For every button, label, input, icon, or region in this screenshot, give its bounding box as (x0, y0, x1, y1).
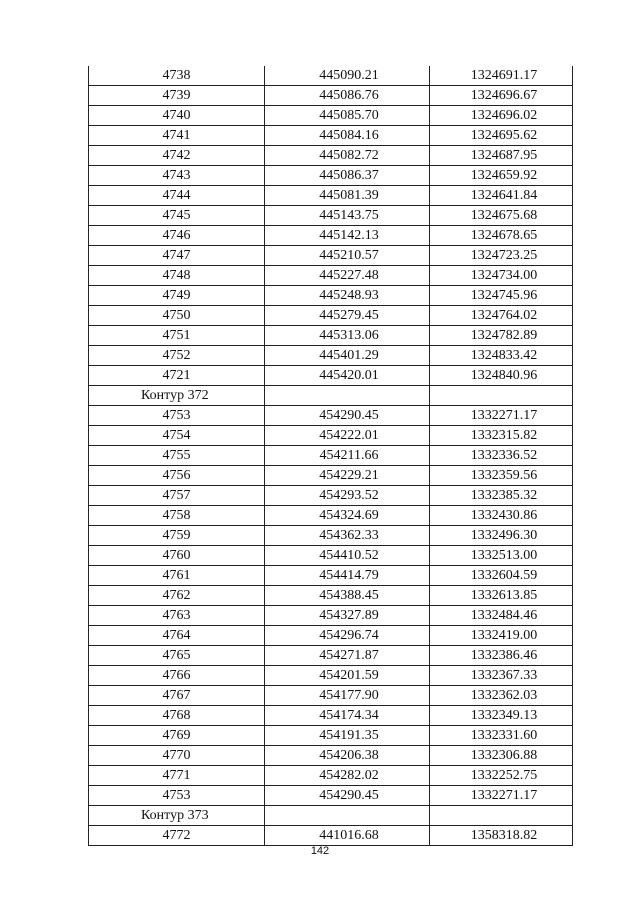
table-row (89, 706, 573, 726)
x-coordinate-cell: 454222.01 (265, 426, 430, 446)
point-id-cell: 4745 (89, 206, 265, 226)
table-row (89, 506, 573, 526)
y-coordinate-cell: 1358318.82 (430, 826, 573, 846)
contour-label: Контур 373 (89, 806, 265, 826)
x-coordinate-cell: 441016.68 (265, 826, 430, 846)
y-coordinate-cell: 1324641.84 (430, 186, 573, 206)
y-coordinate-cell: 1324833.42 (430, 346, 573, 366)
table-row (89, 726, 573, 746)
point-id-cell: 4743 (89, 166, 265, 186)
x-coordinate-cell: 445248.93 (265, 286, 430, 306)
point-id-cell: 4771 (89, 766, 265, 786)
table-row (89, 146, 573, 166)
table-row (89, 206, 573, 226)
point-id-cell: 4770 (89, 746, 265, 766)
point-id-cell: 4768 (89, 706, 265, 726)
table-row (89, 766, 573, 786)
table-row (89, 526, 573, 546)
x-coordinate-cell: 454293.52 (265, 486, 430, 506)
x-coordinate-cell: 454282.02 (265, 766, 430, 786)
y-coordinate-cell: 1324723.25 (430, 246, 573, 266)
x-coordinate-cell: 445085.70 (265, 106, 430, 126)
table-row (89, 346, 573, 366)
y-coordinate-cell: 1324782.89 (430, 326, 573, 346)
contour-heading-row (89, 386, 573, 406)
table-row (89, 446, 573, 466)
y-coordinate-cell: 1324695.62 (430, 126, 573, 146)
y-coordinate-cell: 1332349.13 (430, 706, 573, 726)
y-coordinate-cell: 1332430.86 (430, 506, 573, 526)
table-row (89, 226, 573, 246)
table-row (89, 246, 573, 266)
table-row (89, 306, 573, 326)
y-coordinate-cell: 1324659.92 (430, 166, 573, 186)
point-id-cell: 4754 (89, 426, 265, 446)
point-id-cell: 4752 (89, 346, 265, 366)
point-id-cell: 4761 (89, 566, 265, 586)
table-row (89, 786, 573, 806)
point-id-cell: 4764 (89, 626, 265, 646)
point-id-cell: 4753 (89, 786, 265, 806)
x-coordinate-cell: 445420.01 (265, 366, 430, 386)
point-id-cell: 4748 (89, 266, 265, 286)
y-coordinate-cell: 1332362.03 (430, 686, 573, 706)
y-coordinate-cell: 1332613.85 (430, 586, 573, 606)
table-row (89, 366, 573, 386)
x-coordinate-cell: 445081.39 (265, 186, 430, 206)
table-row (89, 126, 573, 146)
y-coordinate-cell: 1332604.59 (430, 566, 573, 586)
y-coordinate-cell: 1332359.56 (430, 466, 573, 486)
x-coordinate-cell: 454414.79 (265, 566, 430, 586)
y-coordinate-cell: 1332271.17 (430, 406, 573, 426)
y-coordinate-cell: 1332513.00 (430, 546, 573, 566)
table-row (89, 686, 573, 706)
x-coordinate-cell: 454388.45 (265, 586, 430, 606)
table-row (89, 86, 573, 106)
y-coordinate-cell: 1324764.02 (430, 306, 573, 326)
point-id-cell: 4749 (89, 286, 265, 306)
point-id-cell: 4741 (89, 126, 265, 146)
x-coordinate-cell: 454174.34 (265, 706, 430, 726)
x-coordinate-cell: 454362.33 (265, 526, 430, 546)
x-coordinate-cell: 445210.57 (265, 246, 430, 266)
point-id-cell: 4765 (89, 646, 265, 666)
y-coordinate-cell: 1332386.46 (430, 646, 573, 666)
table-row (89, 546, 573, 566)
y-coordinate-cell: 1332496.30 (430, 526, 573, 546)
point-id-cell: 4760 (89, 546, 265, 566)
point-id-cell: 4759 (89, 526, 265, 546)
table-row (89, 626, 573, 646)
point-id-cell: 4753 (89, 406, 265, 426)
table-row (89, 326, 573, 346)
point-id-cell: 4750 (89, 306, 265, 326)
x-coordinate-cell: 454177.90 (265, 686, 430, 706)
y-coordinate-cell: 1332385.32 (430, 486, 573, 506)
y-coordinate-cell: 1332271.17 (430, 786, 573, 806)
y-coordinate-cell: 1332336.52 (430, 446, 573, 466)
x-coordinate-cell: 445313.06 (265, 326, 430, 346)
x-coordinate-cell: 445090.21 (265, 66, 430, 86)
point-id-cell: 4721 (89, 366, 265, 386)
y-coordinate-cell: 1324687.95 (430, 146, 573, 166)
point-id-cell: 4738 (89, 66, 265, 86)
coordinates-table (88, 66, 573, 846)
empty-cell (265, 386, 430, 406)
x-coordinate-cell: 454211.66 (265, 446, 430, 466)
table-row (89, 666, 573, 686)
x-coordinate-cell: 445227.48 (265, 266, 430, 286)
empty-cell (430, 386, 573, 406)
y-coordinate-cell: 1324675.68 (430, 206, 573, 226)
point-id-cell: 4755 (89, 446, 265, 466)
table-row (89, 586, 573, 606)
y-coordinate-cell: 1324678.65 (430, 226, 573, 246)
point-id-cell: 4767 (89, 686, 265, 706)
x-coordinate-cell: 454327.89 (265, 606, 430, 626)
point-id-cell: 4763 (89, 606, 265, 626)
y-coordinate-cell: 1332419.00 (430, 626, 573, 646)
y-coordinate-cell: 1332331.60 (430, 726, 573, 746)
x-coordinate-cell: 445082.72 (265, 146, 430, 166)
empty-cell (430, 806, 573, 826)
y-coordinate-cell: 1324691.17 (430, 66, 573, 86)
point-id-cell: 4757 (89, 486, 265, 506)
table-row (89, 406, 573, 426)
y-coordinate-cell: 1324840.96 (430, 366, 573, 386)
x-coordinate-cell: 454410.52 (265, 546, 430, 566)
contour-label: Контур 372 (89, 386, 265, 406)
y-coordinate-cell: 1332367.33 (430, 666, 573, 686)
x-coordinate-cell: 445143.75 (265, 206, 430, 226)
y-coordinate-cell: 1324745.96 (430, 286, 573, 306)
x-coordinate-cell: 454296.74 (265, 626, 430, 646)
x-coordinate-cell: 445142.13 (265, 226, 430, 246)
table-row (89, 426, 573, 446)
x-coordinate-cell: 445086.76 (265, 86, 430, 106)
x-coordinate-cell: 445279.45 (265, 306, 430, 326)
table-row (89, 106, 573, 126)
x-coordinate-cell: 445401.29 (265, 346, 430, 366)
table-row (89, 646, 573, 666)
point-id-cell: 4751 (89, 326, 265, 346)
point-id-cell: 4747 (89, 246, 265, 266)
x-coordinate-cell: 454271.87 (265, 646, 430, 666)
page-number: 142 (310, 845, 330, 857)
y-coordinate-cell: 1332315.82 (430, 426, 573, 446)
point-id-cell: 4758 (89, 506, 265, 526)
table-row (89, 266, 573, 286)
point-id-cell: 4762 (89, 586, 265, 606)
table-row (89, 486, 573, 506)
table-row (89, 746, 573, 766)
table-row (89, 166, 573, 186)
point-id-cell: 4766 (89, 666, 265, 686)
x-coordinate-cell: 454201.59 (265, 666, 430, 686)
point-id-cell: 4740 (89, 106, 265, 126)
y-coordinate-cell: 1324734.00 (430, 266, 573, 286)
coordinates-table-body (89, 66, 573, 846)
empty-cell (265, 806, 430, 826)
table-row (89, 66, 573, 86)
y-coordinate-cell: 1332306.88 (430, 746, 573, 766)
x-coordinate-cell: 454206.38 (265, 746, 430, 766)
y-coordinate-cell: 1332252.75 (430, 766, 573, 786)
point-id-cell: 4739 (89, 86, 265, 106)
table-row (89, 286, 573, 306)
y-coordinate-cell: 1324696.02 (430, 106, 573, 126)
table-row (89, 606, 573, 626)
x-coordinate-cell: 445084.16 (265, 126, 430, 146)
x-coordinate-cell: 454290.45 (265, 406, 430, 426)
point-id-cell: 4769 (89, 726, 265, 746)
table-row (89, 826, 573, 846)
x-coordinate-cell: 445086.37 (265, 166, 430, 186)
point-id-cell: 4772 (89, 826, 265, 846)
point-id-cell: 4744 (89, 186, 265, 206)
point-id-cell: 4756 (89, 466, 265, 486)
x-coordinate-cell: 454324.69 (265, 506, 430, 526)
point-id-cell: 4746 (89, 226, 265, 246)
y-coordinate-cell: 1332484.46 (430, 606, 573, 626)
x-coordinate-cell: 454290.45 (265, 786, 430, 806)
x-coordinate-cell: 454191.35 (265, 726, 430, 746)
x-coordinate-cell: 454229.21 (265, 466, 430, 486)
point-id-cell: 4742 (89, 146, 265, 166)
contour-heading-row (89, 806, 573, 826)
y-coordinate-cell: 1324696.67 (430, 86, 573, 106)
table-row (89, 186, 573, 206)
table-row (89, 566, 573, 586)
table-row (89, 466, 573, 486)
